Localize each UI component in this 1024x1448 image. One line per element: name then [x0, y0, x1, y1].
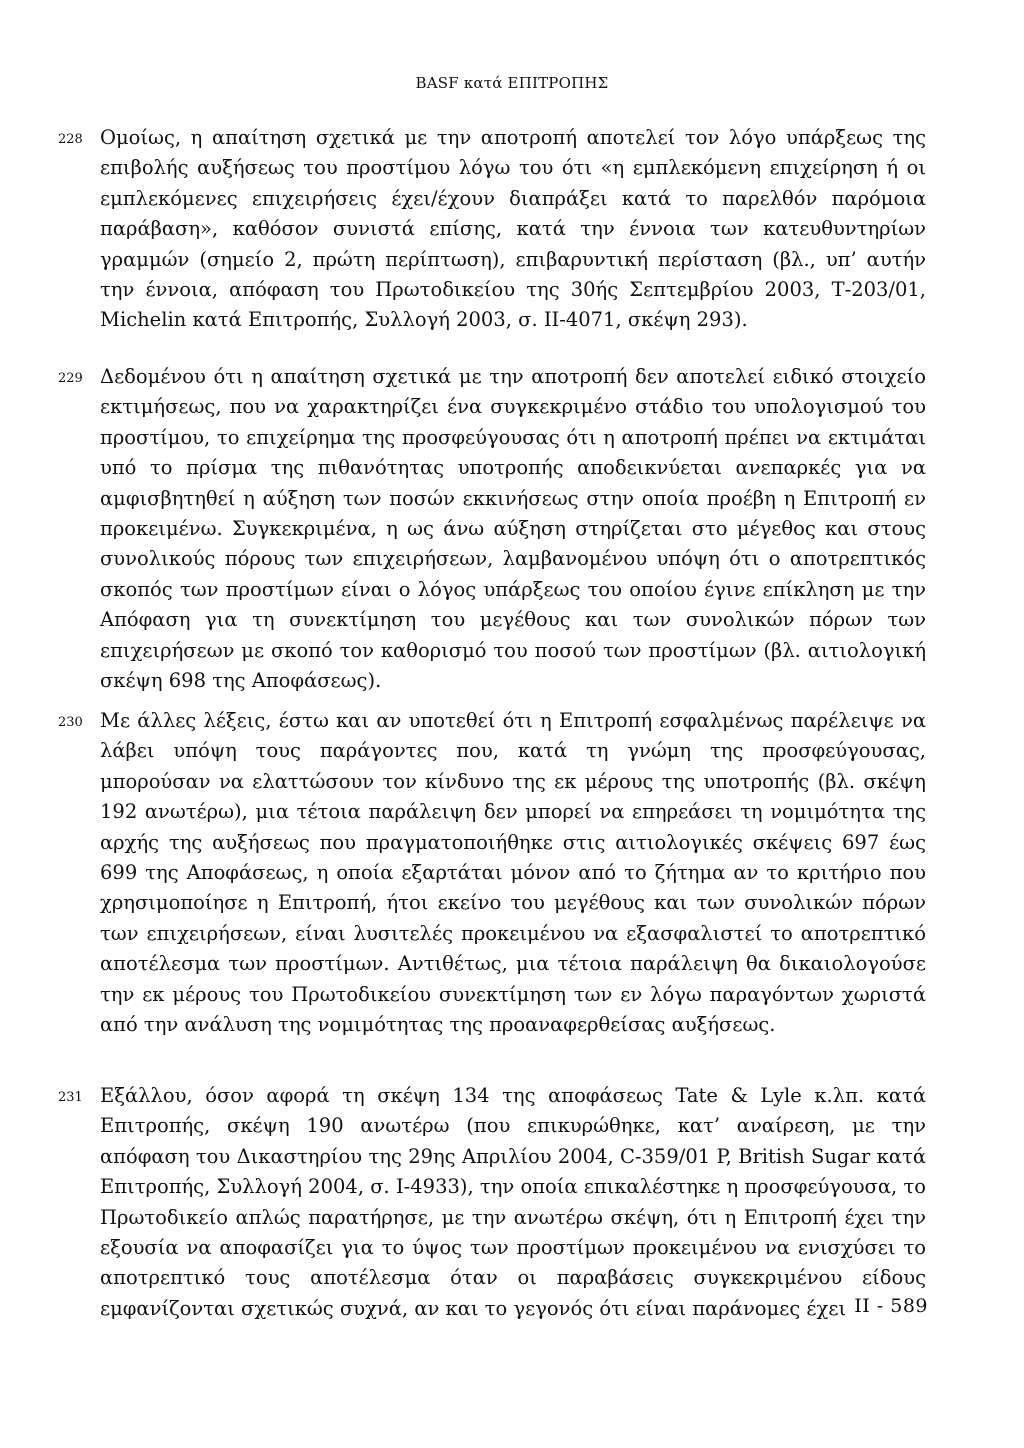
paragraph-number: 231 [58, 1090, 83, 1105]
paragraph-text: Δεδομένου ότι η απαίτηση σχετικά με την αποτροπή δεν αποτελεί ειδικό στοιχείο εκτιμήσεως, που να χαρακτηρίζει ένα συγκεκριμένο στάδιο του υπολογισμού του προστίμου, το επιχείρημα της προσφεύγουσας ότι η αποτροπή πρέπει να εκτιμάται υπό το πρίσμα της πιθανότητας υποτροπής αποδεικνύεται ανεπαρκές για να αμφισβητηθεί η αύξηση των ποσών εκκινήσεως στην οποία προέβη η Επιτροπή εν προκειμένω. Συγκεκριμένα, η ως άνω αύξηση στηρίζεται στο μέγεθος και στους συνολικούς πόρους των επιχειρήσεων, λαμβανομένου υπόψη ότι ο αποτρεπτικός σκοπός των προστίμων είναι ο λόγος υπάρξεως του οποίου έγινε επίκληση με την Απόφαση για τη συνεκτίμηση του μεγέθους και των συνολικών πόρων των επιχειρήσεων με σκοπό τον καθορισμό του ποσού των προστίμων (βλ. αιτιολογική σκέψη 698 της Αποφάσεως). [100, 365, 926, 693]
page-number: II - 589 [854, 1295, 928, 1317]
paragraph-text: Εξάλλου, όσον αφορά τη σκέψη 134 της αποφάσεως Tate & Lyle κ.λπ. κατά Επιτροπής, σκέψη 190 ανωτέρω (που επικυρώθηκε, κατ’ αναίρεση, με την απόφαση του Δικαστηρίου της 29ης Απριλίου 2004, C-359/01 P, British Sugar κατά Επιτροπής, Συλλογή 2004, σ. I-4933), την οποία επικαλέστηκε η προσφεύγουσα, το Πρωτοδικείο απλώς παρατήρησε, με την ανωτέρω σκέψη, ότι η Επιτροπή έχει την εξουσία να αποφασίζει για το ύψος των προστίμων προκειμένου να ενισχύσει το αποτρεπτικό τους αποτέλεσμα όταν οι παραβάσεις συγκεκριμένου είδους εμφανίζονται σχετικώς συχνά, αν και το γεγονός ότι είναι παράνομες έχει [100, 1084, 926, 1320]
paragraph-number: 230 [58, 715, 83, 730]
paragraph-number: 228 [58, 132, 83, 147]
running-header: BASF κατά ΕΠΙΤΡΟΠΗΣ [415, 74, 609, 92]
paragraph-number: 229 [58, 371, 83, 386]
paragraph-text: Με άλλες λέξεις, έστω και αν υποτεθεί ότι η Επιτροπή εσφαλμένως παρέλειψε να λάβει υπόψη τους παράγοντες που, κατά τη γνώμη της προσφεύγουσας, μπορούσαν να ελαττώσουν τον κίνδυνο της εκ μέρους της υποτροπής (βλ. σκέψη 192 ανωτέρω), μια τέτοια παράλειψη δεν μπορεί να επηρεάσει τη νομιμότητα της αρχής της αυξήσεως που πραγματοποιήθηκε στις αιτιολογικές σκέψεις 697 έως 699 της Αποφάσεως, η οποία εξαρτάται μόνον από το ζήτημα αν το κριτήριο που χρησιμοποίησε η Επιτροπή, ήτοι εκείνο του μεγέθους και των συνολικών πόρων των επιχειρήσεων, είναι λυσιτελές προκειμένου να εξασφαλιστεί το αποτρεπτικό αποτέλεσμα των προστίμων. Αντιθέτως, μια τέτοια παράλειψη θα δικαιολογούσε την εκ μέρους του Πρωτοδικείου συνεκτίμηση των εν λόγω παραγόντων χωριστά από την ανάλυση της νομιμότητας της προαναφερθείσας αυξήσεως. [100, 709, 926, 1037]
paragraph-text: Ομοίως, η απαίτηση σχετικά με την αποτροπή αποτελεί τον λόγο υπάρξεως της επιβολής αυξήσεως του προστίμου λόγω του ότι «η εμπλεκόμενη επιχείρηση ή οι εμπλεκόμενες επιχειρήσεις έχει/έχουν διαπράξει κατά το παρελθόν παρόμοια παράβαση», καθόσον συνιστά επίσης, κατά την έννοια των κατευθυντηρίων γραμμών (σημείο 2, πρώτη περίπτωση), επιβαρυντική περίσταση (βλ., υπ’ αυτήν την έννοια, απόφαση του Πρωτοδικείου της 30ής Σεπτεμβρίου 2003, Τ-203/01, Michelin κατά Επιτροπής, Συλλογή 2003, σ. II-4071, σκέψη 293). [100, 126, 926, 332]
